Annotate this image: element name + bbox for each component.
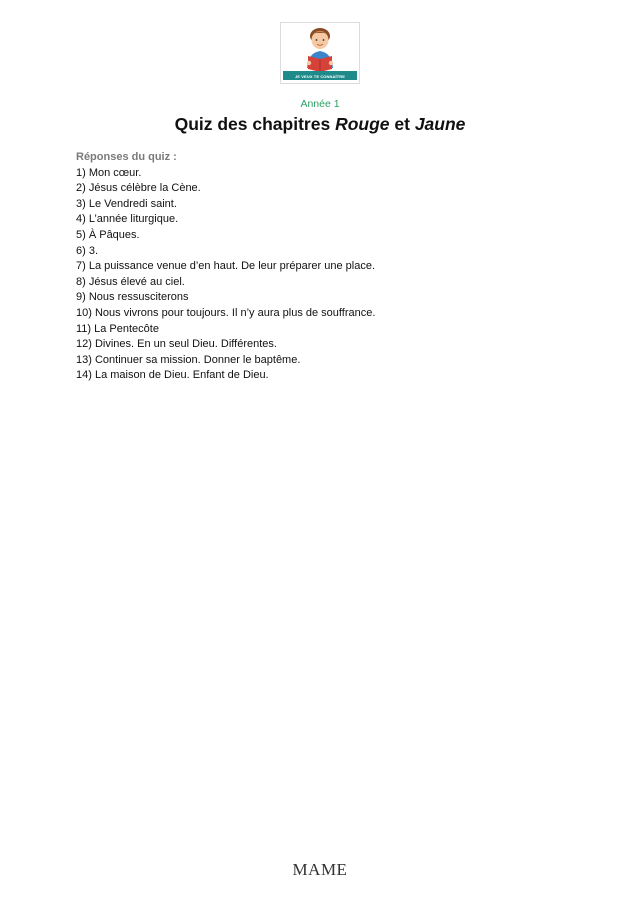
logo-banner-text: JE VEUX TE CONNAÎTRE [294,74,345,79]
title-prefix: Quiz des chapitres [174,114,336,134]
publisher-logo: MAME [292,860,348,879]
answer-item: 3) Le Vendredi saint. [76,197,177,210]
title-middle: et [389,114,415,134]
title-italic-rouge: Rouge [335,114,390,134]
answer-item: 1) Mon cœur. [76,166,142,179]
answer-item: 4) L’année liturgique. [76,213,179,226]
answer-item: 13) Continuer sa mission. Donner le baptême. [76,353,301,366]
answer-item: 7) La puissance venue d’en haut. De leur préparer une place. [76,260,376,273]
answer-item: 10) Nous vivrons pour toujours. Il n’y aura plus de souffrance. [76,306,376,319]
answer-item: 5) À Pâques. [76,228,140,241]
answer-item: 11) La Pentecôte [76,322,159,335]
year-label: Année 1 [300,98,340,110]
logo [280,22,360,84]
answer-item: 6) 3. [76,244,99,257]
answer-item: 12) Divines. En un seul Dieu. Différentes. [76,338,277,351]
answer-item: 2) Jésus célèbre la Cène. [76,182,201,195]
answer-item: 9) Nous ressusciterons [76,291,189,304]
answer-item: 14) La maison de Dieu. Enfant de Dieu. [76,369,269,382]
title-italic-jaune: Jaune [414,114,466,134]
answers-section [76,150,596,384]
answers-heading: Réponses du quiz : [76,151,177,163]
page-title [0,114,640,135]
answers-list [76,166,596,384]
answer-item: 8) Jésus élevé au ciel. [76,275,185,288]
